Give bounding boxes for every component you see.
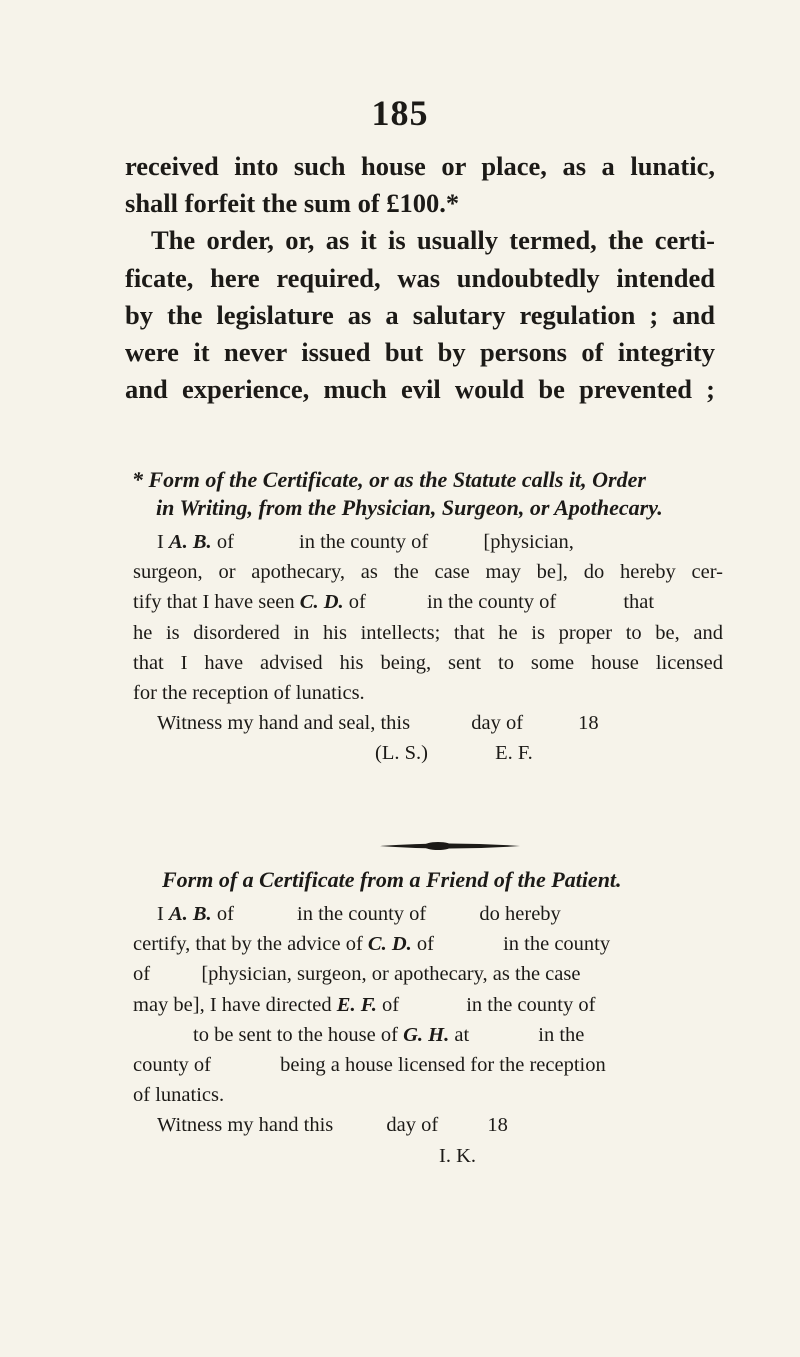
footnote-text: to be sent to the house of — [193, 1023, 404, 1046]
body-line: ficate, here required, was undoubtedly intended — [125, 262, 715, 293]
signature-initials: I. K. — [439, 1144, 477, 1167]
footnote-heading-line: in Writing, from the Physician, Surgeon, or Apothecary. — [156, 495, 663, 520]
body-line: by the legislature as a salutary regulation ; and — [125, 299, 715, 330]
body-line: The order, or, as it is usually termed, the certi- — [151, 225, 715, 256]
footnote-heading-line: * Form of the Certificate, or as the Statute calls it, Order — [132, 467, 646, 492]
body-line: shall forfeit the sum of £100.* — [125, 188, 460, 219]
footnote-text: day of — [471, 712, 524, 735]
body-line: were it never issued but by persons of integrity — [125, 337, 715, 368]
footnote-text: being a house licensed for the reception — [280, 1054, 606, 1077]
footnote-line: he is disordered in his intellects; that he is proper to be, and — [133, 621, 723, 644]
footnote-line: for the reception of lunatics. — [133, 682, 365, 705]
footnote-text: may be], I have directed — [133, 993, 337, 1016]
body-line: received into such house or place, as a lunatic, — [125, 151, 715, 181]
footnote-text: in the county — [503, 933, 611, 956]
footnote-line: that I have advised his being, sent to some house licensed — [133, 651, 723, 674]
seal-mark: (L. S.) — [375, 742, 428, 765]
footnote-initials: A. B. — [168, 531, 212, 553]
footnote-text: Witness my hand this — [157, 1114, 334, 1137]
footnote-text: certify, that by the advice of — [133, 933, 368, 956]
footnote-text: 18 — [578, 712, 599, 735]
footnote-text: 18 — [487, 1114, 508, 1137]
footnote-heading — [132, 466, 722, 522]
footnote-initials: C. D. — [367, 933, 412, 956]
footnote-text: of — [411, 933, 434, 956]
ornamental-divider — [378, 840, 522, 852]
footnote-text: of — [376, 993, 400, 1016]
footnote-line: of lunatics. — [133, 1084, 225, 1107]
footnote-line: of [physician, surgeon, or apothecary, as the case — [133, 963, 581, 986]
footnote-text: in the county of — [299, 531, 429, 553]
footnote-text: in the county of — [426, 591, 557, 614]
footnote-text: day of — [386, 1114, 439, 1137]
footnote-text: in the county of — [297, 903, 427, 925]
body-line: and experience, much evil would be prevented ; — [125, 374, 715, 405]
footnote-text: at — [449, 1023, 470, 1046]
footnote-certificate-form — [133, 527, 723, 769]
signature-initials: E. F. — [495, 742, 533, 765]
footnote-text: of — [343, 591, 366, 614]
footnote-friend-certificate — [133, 899, 723, 1171]
footnote-text: in the county of — [466, 993, 596, 1016]
footnote-text: that — [623, 591, 655, 614]
footnote-text: Witness my hand and seal, this — [157, 712, 411, 735]
footnote-text: do hereby — [479, 903, 561, 925]
footnote-initials: E. F. — [336, 993, 377, 1016]
footnote-heading-friend: Form of a Certificate from a Friend of the Patient. — [162, 867, 622, 892]
footnote-initials: A. B. — [168, 903, 212, 925]
footnote-text: [physician, — [483, 531, 574, 553]
footnote-text: county of — [133, 1054, 211, 1077]
footnote-text: I — [157, 903, 169, 925]
footnote-text: of — [211, 531, 234, 553]
footnote-text: of — [211, 903, 234, 925]
footnote-text: tify that I have seen — [133, 591, 300, 614]
footnote-initials: C. D. — [299, 591, 344, 614]
footnote-line: surgeon, or apothecary, as the case may be], do hereby cer- — [133, 561, 723, 584]
body-paragraph — [125, 148, 715, 408]
footnote-text: I — [157, 531, 169, 553]
footnote-text: in the — [538, 1023, 585, 1046]
footnote-initials: G. H. — [403, 1023, 450, 1046]
page-number: 185 — [371, 93, 429, 133]
